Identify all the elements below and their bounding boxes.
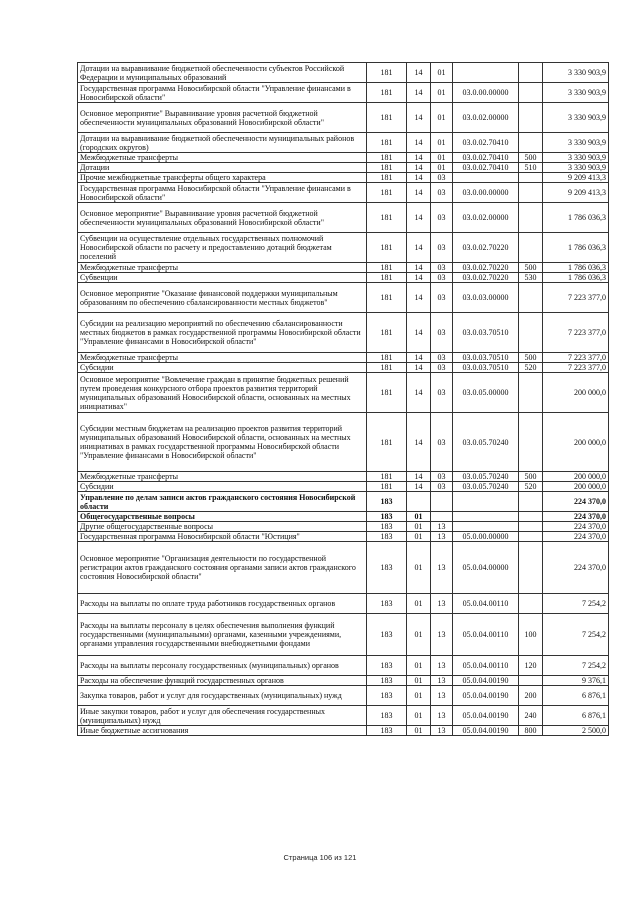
row-amount: 7 254,2 [543, 656, 609, 676]
row-name: Государственная программа Новосибирской области "Управление финансами в Новосибирской области" [78, 183, 367, 203]
row-ved-code: 183 [367, 686, 407, 706]
row-subsection-code: 13 [431, 542, 453, 594]
row-amount: 2 500,0 [543, 726, 609, 736]
table-row [78, 283, 609, 313]
table-row [78, 522, 609, 532]
row-expense-type: 200 [519, 686, 543, 706]
row-subsection-code: 01 [431, 63, 453, 83]
table-row [78, 492, 609, 512]
row-amount: 224 370,0 [543, 522, 609, 532]
row-target-article: 03.0.05.70240 [453, 482, 519, 492]
row-subsection-code: 01 [431, 133, 453, 153]
row-subsection-code: 03 [431, 472, 453, 482]
row-amount: 7 223 377,0 [543, 353, 609, 363]
row-subsection-code [431, 492, 453, 512]
row-target-article [453, 173, 519, 183]
row-section-code: 14 [407, 173, 431, 183]
row-subsection-code: 01 [431, 83, 453, 103]
row-amount: 1 786 036,3 [543, 263, 609, 273]
row-expense-type [519, 522, 543, 532]
row-expense-type [519, 133, 543, 153]
row-amount: 3 330 903,9 [543, 63, 609, 83]
table-row [78, 203, 609, 233]
row-target-article: 03.0.05.70240 [453, 413, 519, 472]
row-section-code: 14 [407, 153, 431, 163]
table-row [78, 263, 609, 273]
row-name: Субсидии [78, 482, 367, 492]
row-target-article: 03.0.02.00000 [453, 103, 519, 133]
row-expense-type [519, 492, 543, 512]
row-expense-type: 510 [519, 163, 543, 173]
table-row [78, 353, 609, 363]
row-subsection-code: 03 [431, 413, 453, 472]
row-expense-type [519, 594, 543, 614]
row-ved-code: 181 [367, 313, 407, 353]
row-section-code: 14 [407, 203, 431, 233]
row-target-article: 05.0.04.00190 [453, 676, 519, 686]
row-target-article: 05.0.04.00110 [453, 656, 519, 676]
row-subsection-code: 13 [431, 686, 453, 706]
table-row [78, 686, 609, 706]
row-ved-code: 181 [367, 373, 407, 413]
row-expense-type [519, 283, 543, 313]
row-ved-code: 181 [367, 273, 407, 283]
row-expense-type [519, 203, 543, 233]
row-target-article [453, 492, 519, 512]
row-target-article: 03.0.02.00000 [453, 203, 519, 233]
row-target-article: 05.0.04.00190 [453, 686, 519, 706]
row-section-code: 01 [407, 726, 431, 736]
row-ved-code: 181 [367, 63, 407, 83]
row-name: Расходы на выплаты персоналу государственных (муниципальных) органов [78, 656, 367, 676]
row-amount: 3 330 903,9 [543, 133, 609, 153]
row-subsection-code: 03 [431, 273, 453, 283]
row-target-article: 03.0.02.70220 [453, 263, 519, 273]
page-number: Страница 106 из 121 [283, 853, 357, 862]
row-name: Дотации на выравнивание бюджетной обеспеченности субъектов Российской Федерации и муниципальных образований [78, 63, 367, 83]
row-amount: 200 000,0 [543, 373, 609, 413]
row-section-code: 14 [407, 283, 431, 313]
row-subsection-code: 01 [431, 153, 453, 163]
row-amount: 3 330 903,9 [543, 153, 609, 163]
row-ved-code: 181 [367, 83, 407, 103]
table-row [78, 532, 609, 542]
row-name: Прочие межбюджетные трансферты общего характера [78, 173, 367, 183]
row-amount: 1 786 036,3 [543, 203, 609, 233]
row-name: Иные закупки товаров, работ и услуг для обеспечения государственных (муниципальных) нужд [78, 706, 367, 726]
row-target-article: 03.0.02.70220 [453, 233, 519, 263]
row-amount: 224 370,0 [543, 512, 609, 522]
row-amount: 224 370,0 [543, 542, 609, 594]
row-target-article: 03.0.02.70410 [453, 133, 519, 153]
row-section-code: 14 [407, 472, 431, 482]
row-subsection-code [431, 512, 453, 522]
table-row [78, 594, 609, 614]
row-expense-type [519, 512, 543, 522]
row-section-code: 14 [407, 133, 431, 153]
row-section-code: 01 [407, 656, 431, 676]
row-target-article: 03.0.05.70240 [453, 472, 519, 482]
row-target-article [453, 512, 519, 522]
table-row [78, 273, 609, 283]
row-expense-type: 500 [519, 353, 543, 363]
row-expense-type [519, 173, 543, 183]
row-name: Субсидии местным бюджетам на реализацию проектов развития территорий муниципальных образований Новосибирской области, основанных на местных инициативах в рамках государственной программы Новосибирской области "Управление финансами в Новосибирской области" [78, 413, 367, 472]
row-section-code: 14 [407, 373, 431, 413]
row-name: Дотации [78, 163, 367, 173]
table-row [78, 233, 609, 263]
row-subsection-code: 13 [431, 706, 453, 726]
row-ved-code: 181 [367, 163, 407, 173]
row-expense-type: 520 [519, 482, 543, 492]
row-name: Субсидии [78, 363, 367, 373]
row-amount: 9 209 413,3 [543, 183, 609, 203]
row-section-code: 01 [407, 706, 431, 726]
row-expense-type: 500 [519, 263, 543, 273]
row-name: Расходы на выплаты персоналу в целях обеспечения выполнения функций государственными (муниципальными) органами, казенными учреждениями, органами управления государственными внебюджетными фондами [78, 614, 367, 656]
row-name: Другие общегосударственные вопросы [78, 522, 367, 532]
row-amount: 7 223 377,0 [543, 283, 609, 313]
table-row [78, 313, 609, 353]
row-subsection-code: 13 [431, 676, 453, 686]
row-section-code: 14 [407, 103, 431, 133]
row-target-article: 05.0.04.00110 [453, 614, 519, 656]
row-ved-code: 181 [367, 103, 407, 133]
row-target-article [453, 522, 519, 532]
row-name: Общегосударственные вопросы [78, 512, 367, 522]
table-row [78, 413, 609, 472]
row-target-article: 05.0.04.00190 [453, 706, 519, 726]
row-subsection-code: 13 [431, 532, 453, 542]
row-subsection-code: 03 [431, 233, 453, 263]
row-name: Основное мероприятие "Оказание финансовой поддержки муниципальным образованиям по обеспечению сбалансированности местных бюджетов" [78, 283, 367, 313]
row-subsection-code: 13 [431, 594, 453, 614]
table-row [78, 482, 609, 492]
row-section-code: 14 [407, 413, 431, 472]
table-row [78, 373, 609, 413]
row-subsection-code: 13 [431, 522, 453, 532]
row-name: Дотации на выравнивание бюджетной обеспеченности муниципальных районов (городских округов) [78, 133, 367, 153]
row-expense-type: 240 [519, 706, 543, 726]
row-target-article: 03.0.03.00000 [453, 283, 519, 313]
row-section-code: 01 [407, 522, 431, 532]
table-row [78, 103, 609, 133]
row-target-article: 03.0.02.70410 [453, 153, 519, 163]
row-target-article: 05.0.04.00000 [453, 542, 519, 594]
row-target-article: 03.0.05.00000 [453, 373, 519, 413]
row-amount: 3 330 903,9 [543, 103, 609, 133]
row-ved-code: 183 [367, 706, 407, 726]
table-row [78, 676, 609, 686]
row-subsection-code: 03 [431, 363, 453, 373]
row-name: Межбюджетные трансферты [78, 353, 367, 363]
row-amount: 1 786 036,3 [543, 233, 609, 263]
row-target-article: 03.0.03.70510 [453, 313, 519, 353]
row-subsection-code: 03 [431, 482, 453, 492]
row-ved-code: 181 [367, 203, 407, 233]
row-amount: 6 876,1 [543, 686, 609, 706]
row-ved-code: 181 [367, 353, 407, 363]
row-ved-code: 183 [367, 676, 407, 686]
row-subsection-code: 03 [431, 313, 453, 353]
row-section-code: 01 [407, 614, 431, 656]
row-ved-code: 181 [367, 233, 407, 263]
row-amount: 224 370,0 [543, 532, 609, 542]
row-subsection-code: 01 [431, 163, 453, 173]
row-section-code: 14 [407, 363, 431, 373]
row-expense-type [519, 373, 543, 413]
row-expense-type [519, 63, 543, 83]
row-section-code: 01 [407, 542, 431, 594]
row-section-code: 14 [407, 273, 431, 283]
row-subsection-code: 03 [431, 203, 453, 233]
row-amount: 9 376,1 [543, 676, 609, 686]
row-section-code: 14 [407, 313, 431, 353]
row-name: Межбюджетные трансферты [78, 472, 367, 482]
row-name: Основное мероприятие "Вовлечение граждан в принятие бюджетных решений путем проведения конкурсного отбора проектов развития территорий муниципальных образований Новосибирской области, основанных на местных инициативах" [78, 373, 367, 413]
row-name: Управление по делам записи актов гражданского состояния Новосибирской области [78, 492, 367, 512]
row-expense-type: 520 [519, 363, 543, 373]
row-target-article: 05.0.04.00190 [453, 726, 519, 736]
row-expense-type [519, 542, 543, 594]
row-section-code: 01 [407, 512, 431, 522]
table-row [78, 472, 609, 482]
row-section-code: 14 [407, 233, 431, 263]
row-ved-code: 181 [367, 472, 407, 482]
budget-table-body [78, 63, 609, 736]
row-amount: 9 209 413,3 [543, 173, 609, 183]
row-name: Расходы на выплаты по оплате труда работников государственных органов [78, 594, 367, 614]
row-amount: 7 223 377,0 [543, 313, 609, 353]
row-subsection-code: 01 [431, 103, 453, 133]
row-target-article: 05.0.04.00110 [453, 594, 519, 614]
row-ved-code: 183 [367, 542, 407, 594]
row-ved-code: 181 [367, 153, 407, 163]
row-subsection-code: 03 [431, 173, 453, 183]
row-name: Иные бюджетные ассигнования [78, 726, 367, 736]
row-ved-code: 181 [367, 133, 407, 153]
row-expense-type [519, 103, 543, 133]
row-subsection-code: 03 [431, 283, 453, 313]
row-target-article: 03.0.02.70220 [453, 273, 519, 283]
row-name: Субвенции [78, 273, 367, 283]
row-name: Субвенции на осуществление отдельных государственных полномочий Новосибирской области по расчету и предоставлению дотаций бюджетам поселений [78, 233, 367, 263]
row-section-code: 01 [407, 686, 431, 706]
row-section-code: 01 [407, 676, 431, 686]
row-section-code: 14 [407, 183, 431, 203]
row-target-article: 03.0.00.00000 [453, 83, 519, 103]
row-subsection-code: 03 [431, 353, 453, 363]
row-ved-code: 181 [367, 363, 407, 373]
row-expense-type [519, 83, 543, 103]
row-section-code: 14 [407, 263, 431, 273]
row-amount: 200 000,0 [543, 413, 609, 472]
row-name: Закупка товаров, работ и услуг для государственных (муниципальных) нужд [78, 686, 367, 706]
row-amount: 7 254,2 [543, 594, 609, 614]
row-ved-code: 183 [367, 522, 407, 532]
row-amount: 3 330 903,9 [543, 163, 609, 173]
row-ved-code: 183 [367, 726, 407, 736]
row-name: Расходы на обеспечение функций государственных органов [78, 676, 367, 686]
row-section-code: 14 [407, 63, 431, 83]
row-ved-code: 183 [367, 594, 407, 614]
row-section-code: 14 [407, 482, 431, 492]
table-row [78, 614, 609, 656]
row-expense-type: 120 [519, 656, 543, 676]
row-target-article: 03.0.03.70510 [453, 363, 519, 373]
table-row [78, 363, 609, 373]
row-section-code: 01 [407, 594, 431, 614]
row-ved-code: 183 [367, 656, 407, 676]
row-expense-type: 500 [519, 472, 543, 482]
table-row [78, 153, 609, 163]
row-ved-code: 181 [367, 413, 407, 472]
row-expense-type [519, 532, 543, 542]
row-ved-code: 181 [367, 482, 407, 492]
row-target-article: 03.0.02.70410 [453, 163, 519, 173]
row-name: Государственная программа Новосибирской области "Управление финансами в Новосибирской области" [78, 83, 367, 103]
row-ved-code: 181 [367, 183, 407, 203]
row-expense-type [519, 676, 543, 686]
table-row [78, 63, 609, 83]
row-expense-type: 800 [519, 726, 543, 736]
row-amount: 7 254,2 [543, 614, 609, 656]
row-expense-type [519, 233, 543, 263]
row-ved-code: 181 [367, 283, 407, 313]
row-name: Субсидии на реализацию мероприятий по обеспечению сбалансированности местных бюджетов в рамках государственной программы Новосибирской области "Управление финансами в Новосибирской области" [78, 313, 367, 353]
row-amount: 200 000,0 [543, 472, 609, 482]
row-ved-code: 183 [367, 614, 407, 656]
row-target-article: 03.0.00.00000 [453, 183, 519, 203]
row-name: Основное мероприятие "Организация деятельности по государственной регистрации актов гражданского состояния органами записи актов гражданского состояния Новосибирской области" [78, 542, 367, 594]
row-subsection-code: 03 [431, 373, 453, 413]
row-section-code: 14 [407, 353, 431, 363]
table-row [78, 706, 609, 726]
table-row [78, 656, 609, 676]
row-amount: 200 000,0 [543, 482, 609, 492]
row-section-code: 14 [407, 163, 431, 173]
row-ved-code: 183 [367, 492, 407, 512]
row-section-code: 14 [407, 83, 431, 103]
row-name: Межбюджетные трансферты [78, 263, 367, 273]
row-name: Основное мероприятие" Выравнивание уровня расчетной бюджетной обеспеченности муниципальных образований Новосибирской области" [78, 103, 367, 133]
row-expense-type [519, 313, 543, 353]
table-row [78, 173, 609, 183]
row-section-code: 01 [407, 532, 431, 542]
row-expense-type [519, 413, 543, 472]
row-subsection-code: 13 [431, 656, 453, 676]
row-expense-type: 530 [519, 273, 543, 283]
table-row [78, 163, 609, 173]
table-row [78, 133, 609, 153]
row-section-code [407, 492, 431, 512]
budget-table [77, 62, 609, 736]
row-ved-code: 183 [367, 512, 407, 522]
row-amount: 3 330 903,9 [543, 83, 609, 103]
table-row [78, 83, 609, 103]
row-expense-type [519, 183, 543, 203]
row-subsection-code: 13 [431, 726, 453, 736]
row-amount: 1 786 036,3 [543, 273, 609, 283]
row-subsection-code: 03 [431, 263, 453, 273]
table-row [78, 183, 609, 203]
row-target-article: 03.0.03.70510 [453, 353, 519, 363]
row-target-article [453, 63, 519, 83]
table-row [78, 726, 609, 736]
table-row [78, 512, 609, 522]
row-ved-code: 181 [367, 263, 407, 273]
row-amount: 224 370,0 [543, 492, 609, 512]
row-name: Межбюджетные трансферты [78, 153, 367, 163]
row-ved-code: 183 [367, 532, 407, 542]
row-expense-type: 500 [519, 153, 543, 163]
row-name: Основное мероприятие" Выравнивание уровня расчетной бюджетной обеспеченности муниципальных образований Новосибирской области" [78, 203, 367, 233]
row-ved-code: 181 [367, 173, 407, 183]
row-subsection-code: 03 [431, 183, 453, 203]
row-name: Государственная программа Новосибирской области "Юстиция" [78, 532, 367, 542]
row-amount: 6 876,1 [543, 706, 609, 726]
row-expense-type: 100 [519, 614, 543, 656]
row-amount: 7 223 377,0 [543, 363, 609, 373]
table-row [78, 542, 609, 594]
row-subsection-code: 13 [431, 614, 453, 656]
row-target-article: 05.0.00.00000 [453, 532, 519, 542]
